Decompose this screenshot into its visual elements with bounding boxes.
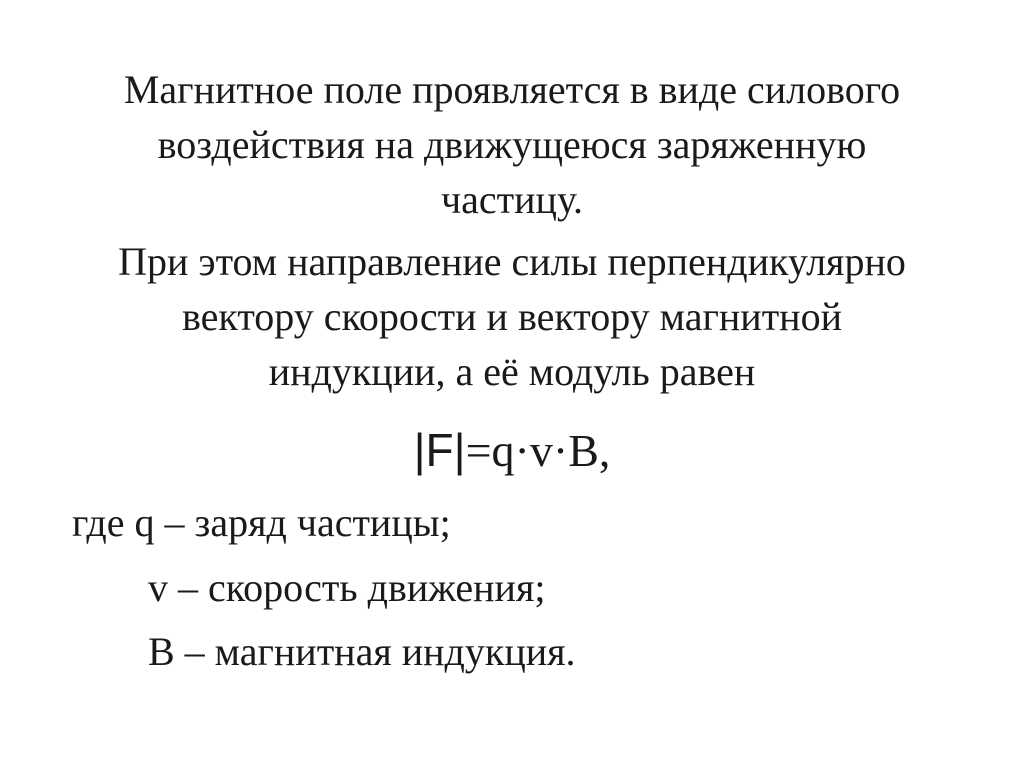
force-formula: [0, 420, 1024, 481]
formula-rhs: =q·v·B,: [465, 425, 611, 476]
formula-lhs: |F|: [413, 424, 466, 476]
definition-b: B – магнитная индукция.: [148, 629, 576, 674]
intro-paragraph: [40, 62, 984, 227]
intro-line-2: воздействия на движущеюся заряженную: [157, 122, 867, 167]
direction-line-2: вектору скорости и вектору магнитной: [182, 294, 842, 339]
definition-v: v – скорость движения;: [148, 565, 546, 610]
direction-paragraph: [40, 234, 984, 399]
direction-line-1: При этом направление силы перпендикулярно: [118, 239, 906, 284]
intro-line-1: Магнитное поле проявляется в виде силового: [123, 67, 901, 112]
direction-line-3: индукции, а её модуль равен: [268, 349, 756, 394]
intro-line-3: частицу.: [441, 177, 583, 222]
definition-q: где q – заряд частицы;: [72, 500, 451, 545]
